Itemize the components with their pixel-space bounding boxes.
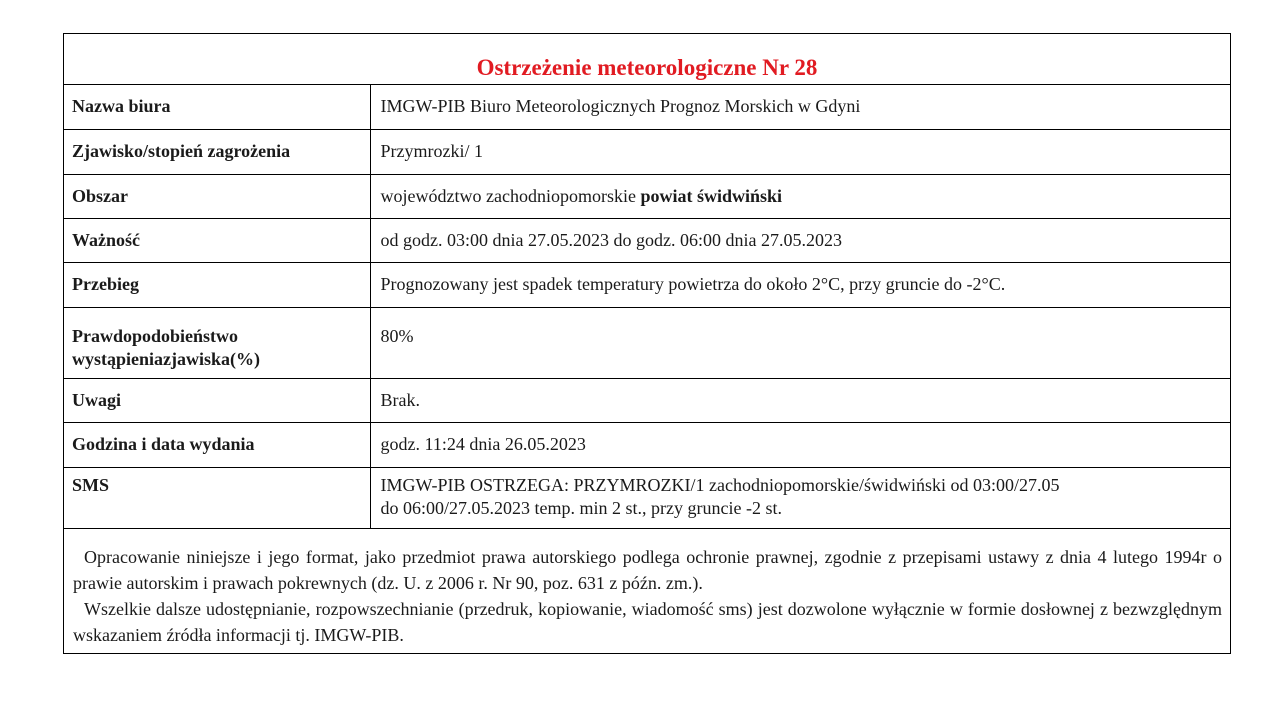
row-label-validity: Ważność [64, 218, 370, 262]
probability-label-line1: Prawdopodobieństwo [72, 325, 239, 346]
table-row [64, 174, 1230, 218]
row-label-office: Nazwa biura [64, 85, 370, 129]
row-label-remarks: Uwagi [64, 378, 370, 422]
area-county: powiat świdwiński [640, 185, 782, 206]
row-label-phenomenon: Zjawisko/stopień zagrożenia [64, 129, 370, 174]
row-label-probability [64, 307, 370, 378]
row-value-phenomenon: Przymrozki/ 1 [370, 129, 1230, 174]
copyright-footer [64, 529, 1230, 653]
sms-line1: IMGW-PIB OSTRZEGA: PRZYMROZKI/1 zachodniopomorskie/świdwiński od 03:00/27.05 [380, 474, 1060, 495]
row-value-office: IMGW-PIB Biuro Meteorologicznych Prognoz Morskich w Gdyni [370, 85, 1230, 129]
row-value-area [370, 174, 1230, 218]
title-row [64, 34, 1230, 85]
sms-line2: do 06:00/27.05.2023 temp. min 2 st., przy gruncie -2 st. [380, 497, 782, 518]
warning-details-table [64, 85, 1230, 529]
row-value-remarks: Brak. [370, 378, 1230, 422]
row-label-issue-time: Godzina i data wydania [64, 422, 370, 467]
document-title: Ostrzeżenie meteorologiczne Nr 28 [476, 55, 818, 80]
row-value-validity: od godz. 03:00 dnia 27.05.2023 do godz. 06:00 dnia 27.05.2023 [370, 218, 1230, 262]
row-value-probability: 80% [370, 307, 1230, 378]
copyright-paragraph: Opracowanie niniejsze i jego format, jako przedmiot prawa autorskiego podlega ochronie prawnej, zgodnie z przepisami ustawy z dnia 4 lutego 1994r o prawie autorskim i prawach pokrewnych (dz. U. z 2006 r. Nr 90, poz. 631 z późn. zm.). [73, 546, 1222, 593]
row-label-area: Obszar [64, 174, 370, 218]
table-row [64, 467, 1230, 528]
table-row [64, 85, 1230, 129]
table-row [64, 129, 1230, 174]
table-row [64, 378, 1230, 422]
area-voivodeship: województwo zachodniopomorskie [380, 185, 636, 206]
probability-label-line2: wystąpieniazjawiska(%) [72, 348, 260, 369]
row-label-sms: SMS [64, 467, 370, 528]
table-row [64, 262, 1230, 307]
row-value-issue-time: godz. 11:24 dnia 26.05.2023 [370, 422, 1230, 467]
table-row [64, 218, 1230, 262]
table-row [64, 422, 1230, 467]
redistribution-paragraph: Wszelkie dalsze udostępnianie, rozpowszechnianie (przedruk, kopiowanie, wiadomość sms) jest dozwolone wyłącznie w formie dosłownej z bezwzględnym wskazaniem źródła informacji tj. IMGW-PIB. [73, 598, 1222, 645]
table-row [64, 307, 1230, 378]
row-value-sms [370, 467, 1230, 528]
row-value-course: Prognozowany jest spadek temperatury powietrza do około 2°C, przy gruncie do -2°C. [370, 262, 1230, 307]
warning-document [63, 33, 1231, 654]
row-label-course: Przebieg [64, 262, 370, 307]
